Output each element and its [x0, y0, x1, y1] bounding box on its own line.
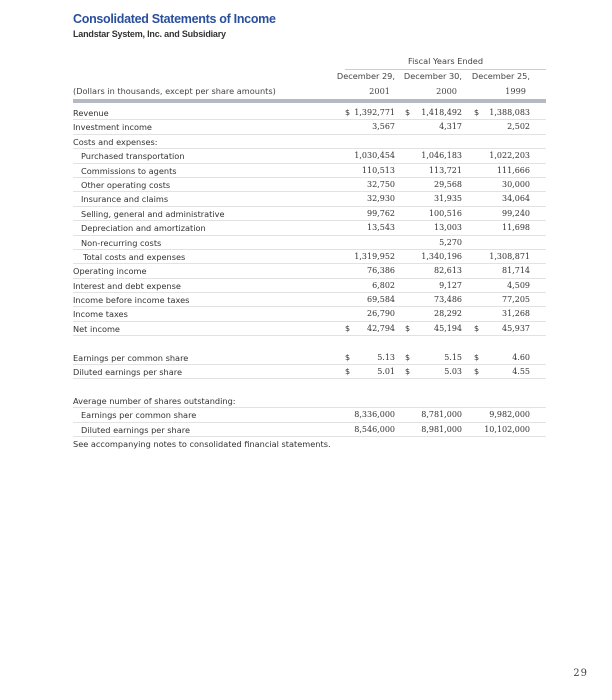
row-label: Income before income taxes — [73, 295, 190, 306]
table-row — [73, 351, 546, 365]
page-number: 29 — [573, 668, 588, 679]
row-value: 1,418,492 — [421, 108, 462, 117]
row-value: 1,046,183 — [421, 151, 462, 161]
row-value: 1,319,952 — [354, 251, 395, 261]
row-value: 1,022,203 — [489, 151, 530, 161]
row-value: 1,388,083 — [489, 108, 530, 117]
row-label: Investment income — [73, 122, 152, 133]
currency-symbol: $ — [405, 367, 411, 377]
row-value: 4,317 — [439, 122, 462, 132]
row-value: 34,064 — [502, 194, 530, 204]
row-label: Costs and expenses: — [73, 136, 158, 147]
row-label: Interest and debt expense — [73, 280, 181, 291]
row-value: 4,509 — [507, 280, 530, 290]
row-label: Income taxes — [73, 309, 128, 320]
column-date-1999: December 25, — [471, 71, 530, 81]
row-label: Other operating costs — [81, 179, 171, 190]
table-row — [73, 221, 546, 235]
row-label: Operating income — [73, 266, 147, 277]
row-value: 5.13 — [377, 352, 395, 362]
row-value: 4.60 — [512, 352, 530, 362]
row-value: 42,794 — [367, 323, 395, 333]
row-value: 45,937 — [502, 323, 530, 333]
row-value: 5,270 — [439, 237, 462, 247]
table-row — [73, 178, 546, 192]
table-row — [73, 293, 546, 307]
row-value: 1,392,771 — [354, 108, 395, 117]
row-value: 8,546,000 — [354, 424, 395, 434]
row-label: See accompanying notes to consolidated financial statements. — [73, 438, 331, 449]
row-value: 1,030,454 — [354, 151, 395, 161]
row-label: Commissions to agents — [81, 165, 177, 176]
table-row — [73, 322, 546, 336]
row-label: Selling, general and administrative — [81, 208, 225, 219]
currency-symbol: $ — [405, 323, 411, 333]
row-label: Total costs and expenses — [83, 251, 186, 262]
row-label: Diluted earnings per share — [73, 367, 182, 378]
spacer-row — [73, 379, 546, 393]
table-row — [73, 307, 546, 321]
row-value: 1,340,196 — [421, 251, 462, 261]
row-value: 5.03 — [444, 367, 462, 377]
currency-symbol: $ — [345, 323, 351, 333]
row-value: 99,240 — [502, 208, 530, 218]
row-value: 8,781,000 — [421, 410, 462, 420]
currency-symbol: $ — [474, 108, 480, 117]
currency-symbol: $ — [345, 367, 351, 377]
row-value: 30,000 — [502, 179, 530, 189]
row-value: 45,194 — [434, 323, 462, 333]
row-value: 3,567 — [372, 122, 395, 132]
row-value: 5.15 — [444, 352, 462, 362]
row-value: 4.55 — [512, 367, 530, 377]
row-value: 113,721 — [428, 165, 462, 175]
table-row — [73, 394, 546, 408]
currency-symbol: $ — [474, 367, 480, 377]
row-value: 6,802 — [372, 280, 395, 290]
table-row — [73, 164, 546, 178]
table-row — [73, 264, 546, 278]
currency-symbol: $ — [345, 108, 351, 117]
spacer-row — [73, 336, 546, 350]
table-row — [73, 135, 546, 149]
units-note: (Dollars in thousands, except per share amounts) — [73, 86, 276, 96]
currency-symbol: $ — [474, 323, 480, 333]
table-row — [73, 365, 546, 379]
currency-symbol: $ — [405, 108, 411, 117]
row-value: 77,205 — [502, 295, 530, 305]
table-row — [73, 408, 546, 422]
currency-symbol: $ — [345, 352, 351, 362]
row-value: 13,543 — [367, 223, 395, 233]
row-value: 9,127 — [439, 280, 462, 290]
table-row — [73, 149, 546, 163]
column-year-2000: 2000 — [436, 86, 457, 96]
row-label: Insurance and claims — [81, 194, 169, 205]
row-value: 32,750 — [367, 179, 395, 189]
row-label: Depreciation and amortization — [81, 223, 206, 234]
table-row — [73, 120, 546, 134]
row-label: Net income — [73, 323, 120, 334]
row-label: Non-recurring costs — [81, 237, 162, 248]
table-row — [73, 250, 546, 264]
table-row — [73, 423, 546, 437]
row-value: 82,613 — [434, 266, 462, 276]
company-subtitle: Landstar System, Inc. and Subsidiary — [73, 29, 226, 39]
column-year-2001: 2001 — [369, 86, 390, 96]
column-date-2000: December 30, — [403, 71, 462, 81]
row-value: 11,698 — [502, 223, 530, 233]
row-label: Revenue — [73, 108, 109, 118]
row-value: 100,516 — [428, 208, 462, 218]
row-value: 110,513 — [361, 165, 395, 175]
fiscal-years-header: Fiscal Years Ended — [345, 56, 546, 70]
column-year-1999: 1999 — [505, 86, 526, 96]
row-value: 31,935 — [434, 194, 462, 204]
row-value: 8,981,000 — [421, 424, 462, 434]
statement-title: Consolidated Statements of Income — [73, 12, 276, 26]
row-value: 32,930 — [367, 194, 395, 204]
table-row — [73, 192, 546, 206]
row-value: 9,982,000 — [489, 410, 530, 420]
row-value: 76,386 — [367, 266, 395, 276]
row-value: 1,308,871 — [489, 251, 530, 261]
header-divider — [73, 99, 546, 103]
row-value: 8,336,000 — [354, 410, 395, 420]
column-date-2001: December 29, — [336, 71, 395, 81]
row-value: 13,003 — [434, 223, 462, 233]
currency-symbol: $ — [474, 352, 480, 362]
row-value: 28,292 — [434, 309, 462, 319]
row-value: 99,762 — [367, 208, 395, 218]
row-label: Average number of shares outstanding: — [73, 395, 236, 406]
row-value: 26,790 — [367, 309, 395, 319]
table-row — [73, 106, 546, 120]
row-value: 29,568 — [434, 179, 462, 189]
row-value: 5.01 — [377, 367, 395, 377]
table-row — [73, 279, 546, 293]
row-value: 10,102,000 — [484, 424, 530, 434]
table-row — [73, 236, 546, 250]
row-value: 69,584 — [367, 295, 395, 305]
row-value: 111,666 — [496, 165, 530, 175]
row-value: 2,502 — [507, 122, 530, 132]
row-value: 31,268 — [502, 309, 530, 319]
income-statement-table — [73, 106, 546, 451]
row-label: Diluted earnings per share — [81, 424, 190, 435]
table-row — [73, 207, 546, 221]
row-value: 73,486 — [434, 295, 462, 305]
footnote — [73, 437, 546, 451]
row-label: Earnings per common share — [73, 352, 189, 363]
currency-symbol: $ — [405, 352, 411, 362]
row-value: 81,714 — [502, 266, 530, 276]
row-label: Earnings per common share — [81, 410, 197, 421]
row-label: Purchased transportation — [81, 151, 185, 162]
